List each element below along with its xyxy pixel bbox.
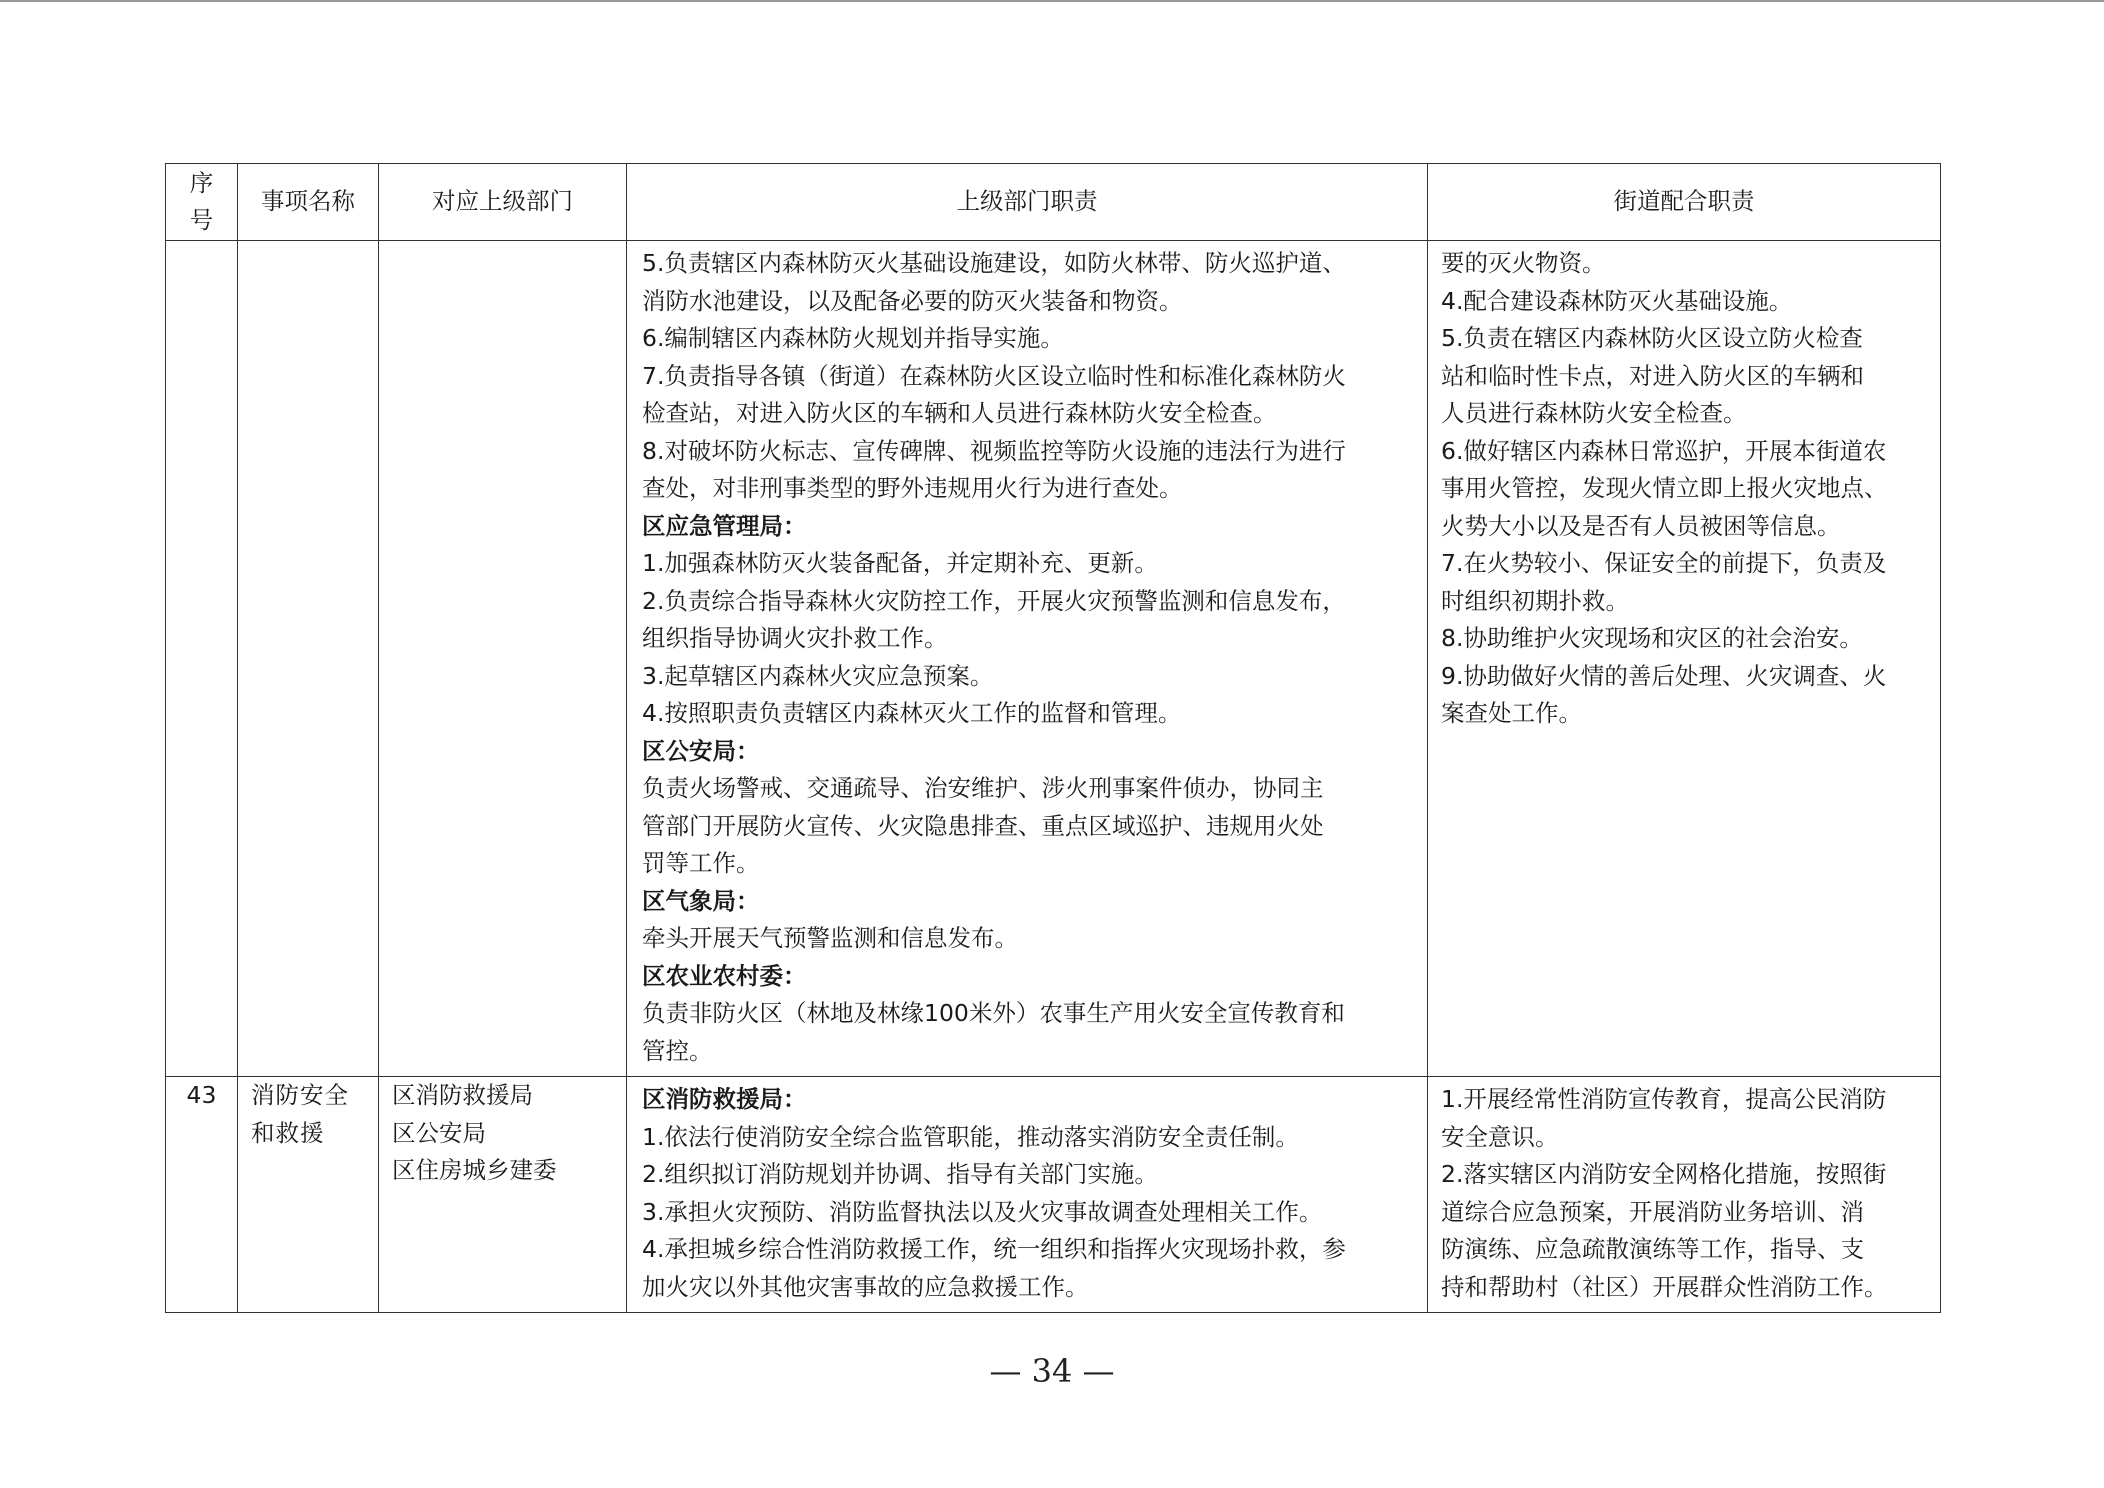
table-row (166, 1077, 1941, 1313)
coop-line: 持和帮助村（社区）开展群众性消防工作。 (1441, 1272, 1888, 1301)
coop-line: 站和临时性卡点，对进入防火区的车辆和 (1441, 361, 1864, 390)
top-border-line (0, 0, 2104, 2)
item-name-line: 消防安全 (251, 1081, 349, 1109)
coop-line: 5.负责在辖区内森林防火区设立防火检查 (1441, 324, 1863, 352)
coop-line: 要的灭火物资。 (1441, 249, 1606, 277)
row-superior-duties (627, 241, 1428, 1077)
header-seq-line2: 号 (189, 206, 214, 234)
coop-line: 2.落实辖区内消防安全网格化措施，按照街 (1441, 1160, 1887, 1188)
header-seq-line1: 序 (189, 168, 214, 197)
coop-line: 案查处工作。 (1441, 699, 1582, 727)
duty-line: 查处，对非刑事类型的野外违规用火行为进行查处。 (642, 474, 1183, 502)
responsibility-table (165, 163, 1941, 1313)
duty-line: 组织指导协调火灾扑救工作。 (642, 624, 948, 652)
row-departments (379, 1077, 627, 1313)
duty-department-heading: 区气象局： (642, 886, 760, 915)
row-superior-duties (627, 1077, 1428, 1313)
row-item-name (238, 241, 379, 1077)
header-dept: 对应上级部门 (379, 164, 627, 241)
header-duty: 上级部门职责 (627, 164, 1428, 241)
department-line: 区公安局 (392, 1118, 486, 1147)
duty-line: 消防水池建设，以及配备必要的防灭火装备和物资。 (642, 286, 1183, 315)
duty-line: 4.承担城乡综合性消防救援工作，统一组织和指挥火灾现场扑救，参 (642, 1235, 1346, 1263)
duty-department-heading: 区农业农村委： (642, 961, 807, 990)
duty-line: 罚等工作。 (642, 849, 760, 877)
duty-line: 8.对破坏防火标志、宣传碑牌、视频监控等防火设施的违法行为进行 (642, 436, 1346, 465)
duty-line: 负责非防火区（林地及林缘100米外）农事生产用火安全宣传教育和 (642, 999, 1345, 1027)
coop-line: 道综合应急预案，开展消防业务培训、消 (1441, 1197, 1864, 1226)
page-number: — 34 — (989, 1352, 1115, 1390)
coop-line: 火势大小以及是否有人员被困等信息。 (1441, 511, 1841, 540)
coop-line: 8.协助维护火灾现场和灾区的社会治安。 (1441, 624, 1863, 652)
coop-line: 1.开展经常性消防宣传教育，提高公民消防 (1441, 1085, 1887, 1113)
coop-line: 时组织初期扑救。 (1441, 586, 1629, 615)
duty-line: 管部门开展防火宣传、火灾隐患排查、重点区域巡护、违规用火处 (642, 811, 1324, 840)
coop-line: 安全意识。 (1441, 1122, 1559, 1151)
duty-line: 1.依法行使消防安全综合监管职能，推动落实消防安全责任制。 (642, 1122, 1299, 1151)
row-seq-number (166, 241, 238, 1077)
row-departments (379, 241, 627, 1077)
duty-line: 2.负责综合指导森林火灾防控工作，开展火灾预警监测和信息发布， (642, 586, 1346, 615)
duty-line: 加火灾以外其他灾害事故的应急救援工作。 (642, 1272, 1089, 1301)
duty-line: 7.负责指导各镇（街道）在森林防火区设立临时性和标准化森林防火 (642, 361, 1346, 390)
duty-line: 负责火场警戒、交通疏导、治安维护、涉火刑事案件侦办，协同主 (642, 774, 1324, 802)
duty-line: 3.承担火灾预防、消防监督执法以及火灾事故调查处理相关工作。 (642, 1197, 1323, 1226)
table-header-row (166, 164, 1941, 241)
duty-department-heading: 区应急管理局： (642, 511, 807, 540)
duty-line: 4.按照职责负责辖区内森林灭火工作的监督和管理。 (642, 699, 1182, 727)
header-coop: 街道配合职责 (1428, 164, 1941, 241)
duty-line: 检查站，对进入防火区的车辆和人员进行森林防火安全检查。 (642, 399, 1277, 427)
row-item-name (238, 1077, 379, 1313)
duty-line: 1.加强森林防灭火装备配备，并定期补充、更新。 (642, 549, 1158, 577)
header-seq (166, 164, 238, 241)
header-item-name: 事项名称 (238, 164, 379, 241)
table-row (166, 241, 1941, 1077)
coop-line: 7.在火势较小、保证安全的前提下，负责及 (1441, 549, 1887, 577)
coop-line: 人员进行森林防火安全检查。 (1441, 399, 1747, 427)
row-seq-number: 43 (166, 1077, 238, 1313)
duty-department-heading: 区消防救援局： (642, 1085, 807, 1113)
duty-department-heading: 区公安局： (642, 736, 760, 765)
duty-line: 6.编制辖区内森林防火规划并指导实施。 (642, 324, 1064, 352)
department-line: 区住房城乡建委 (392, 1156, 557, 1184)
row-street-cooperation (1428, 1077, 1941, 1313)
coop-line: 6.做好辖区内森林日常巡护，开展本街道农 (1441, 436, 1887, 465)
coop-line: 事用火管控，发现火情立即上报火灾地点、 (1441, 474, 1888, 502)
duty-line: 2.组织拟订消防规划并协调、指导有关部门实施。 (642, 1160, 1158, 1188)
coop-line: 9.协助做好火情的善后处理、火灾调查、火 (1441, 661, 1887, 690)
duty-line: 牵头开展天气预警监测和信息发布。 (642, 924, 1018, 952)
row-street-cooperation (1428, 241, 1941, 1077)
coop-line: 防演练、应急疏散演练等工作，指导、支 (1441, 1235, 1864, 1263)
item-name-line: 和救援 (251, 1118, 325, 1147)
duty-line: 管控。 (642, 1036, 713, 1065)
duty-line: 5.负责辖区内森林防灭火基础设施建设，如防火林带、防火巡护道、 (642, 249, 1346, 277)
duty-line: 3.起草辖区内森林火灾应急预案。 (642, 661, 994, 690)
coop-line: 4.配合建设森林防灭火基础设施。 (1441, 286, 1793, 315)
department-line: 区消防救援局 (392, 1081, 533, 1109)
